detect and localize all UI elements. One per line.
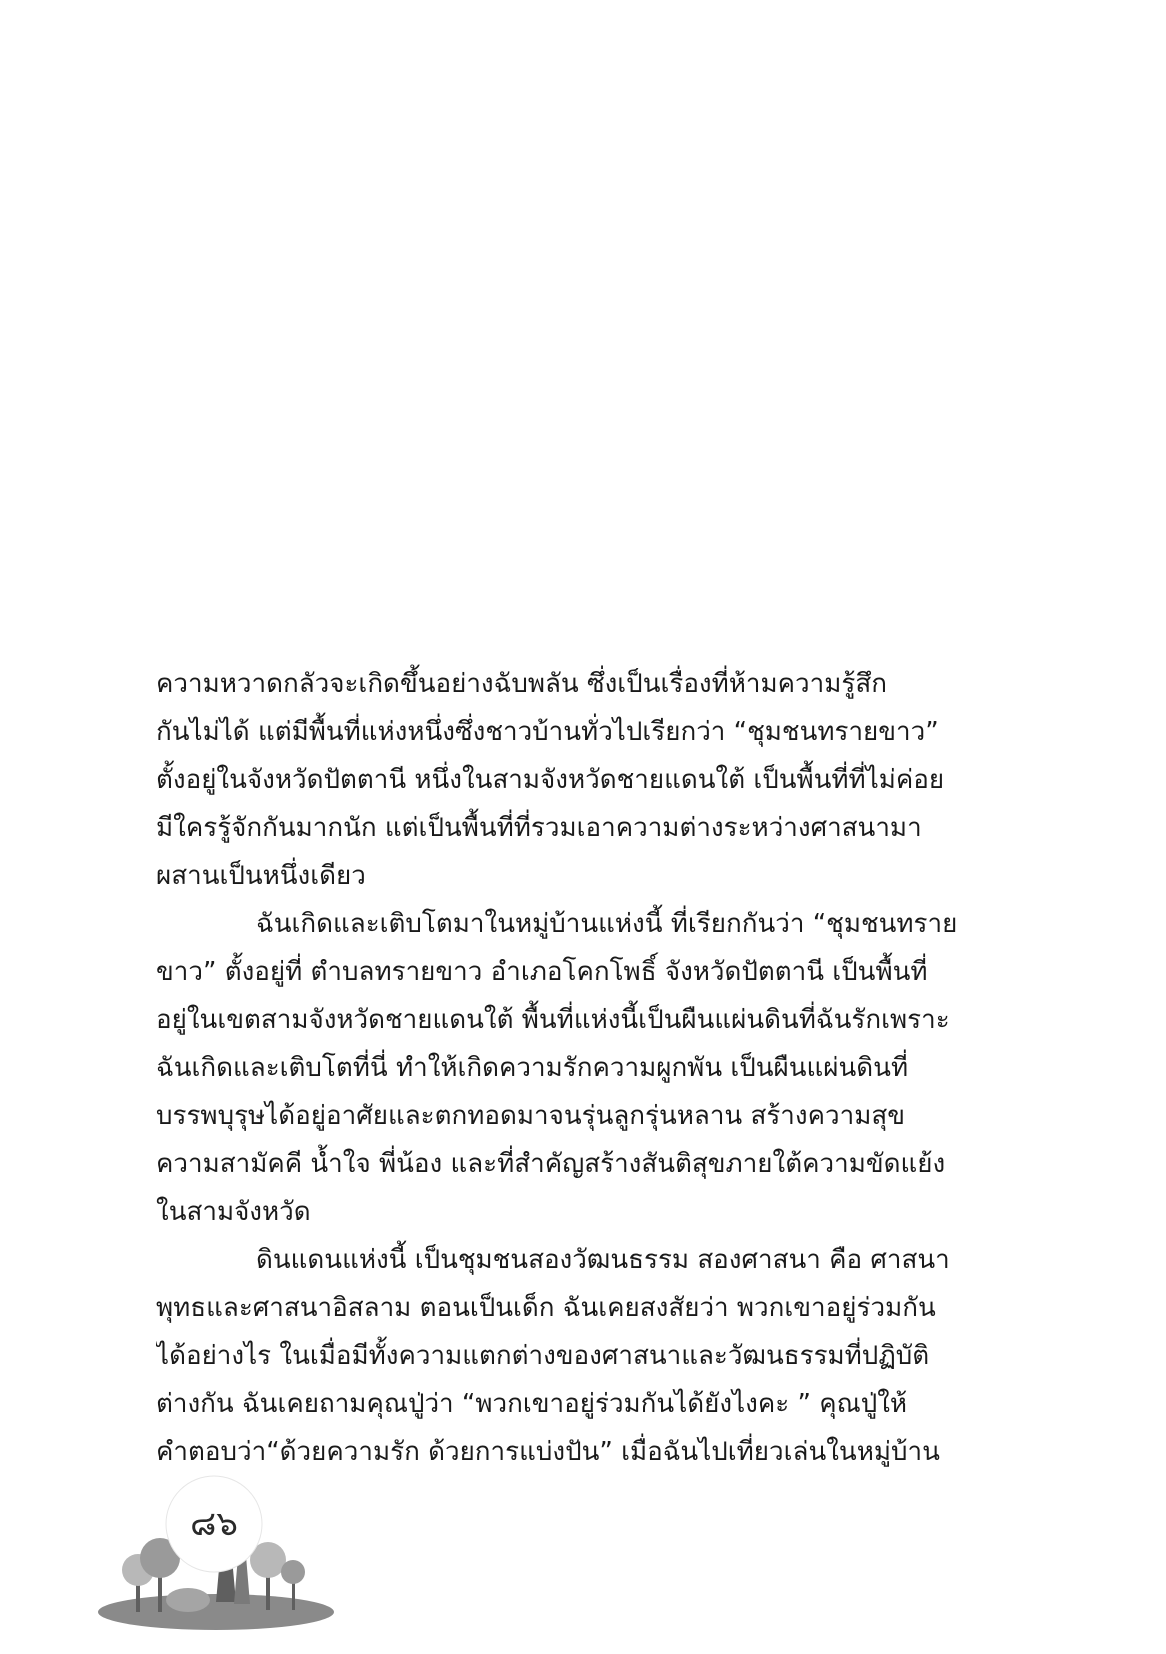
bush xyxy=(166,1588,210,1612)
text-line: ผสานเป็นหนึ่งเดียว xyxy=(156,861,366,891)
text-line: คำตอบว่า“ด้วยความรัก ด้วยการแบ่งปัน” เมื่อฉันไปเที่ยวเล่นในหมู่บ้าน xyxy=(156,1437,940,1467)
text-line: ดินแดนแห่งนี้ เป็นชุมชนสองวัฒนธรรม สองศาสนา คือ ศาสนา xyxy=(256,1245,950,1275)
text-line: ได้อย่างไร ในเมื่อมีทั้งความแตกต่างของศาสนาและวัฒนธรรมที่ปฏิบัติ xyxy=(156,1341,930,1371)
paragraph xyxy=(156,1236,966,1476)
text-line: อยู่ในเขตสามจังหวัดชายแดนใต้ พื้นที่แห่งนี้เป็นผืนแผ่นดินที่ฉันรักเพราะ xyxy=(156,1005,950,1035)
paragraph xyxy=(156,660,966,900)
text-line: ความหวาดกลัวจะเกิดขึ้นอย่างฉับพลัน ซึ่งเป็นเรื่องที่ห้ามความรู้สึก xyxy=(156,669,887,699)
ground-shape xyxy=(98,1594,334,1630)
text-line: ต่างกัน ฉันเคยถามคุณปู่ว่า “พวกเขาอยู่ร่วมกันได้ยังไงคะ ” คุณปู่ให้ xyxy=(156,1389,908,1419)
text-line: มีใครรู้จักกันมากนัก แต่เป็นพื้นที่ที่รวมเอาความต่างระหว่างศาสนามา xyxy=(156,813,922,843)
page-number: ๘๖ xyxy=(190,1504,238,1544)
text-line: ในสามจังหวัด xyxy=(156,1197,311,1227)
body-text xyxy=(156,660,966,1476)
text-line: ฉันเกิดและเติบโตมาในหมู่บ้านแห่งนี้ ที่เรียกกันว่า “ชุมชนทราย xyxy=(256,909,958,939)
text-line: ฉันเกิดและเติบโตที่นี่ ทำให้เกิดความรักความผูกพัน เป็นผืนแผ่นดินที่ xyxy=(156,1053,909,1083)
text-line: พุทธและศาสนาอิสลาม ตอนเป็นเด็ก ฉันเคยสงสัยว่า พวกเขาอยู่ร่วมกัน xyxy=(156,1293,936,1323)
text-line: ความสามัคคี น้ำใจ พี่น้อง และที่สำคัญสร้างสันติสุขภายใต้ความขัดแย้ง xyxy=(156,1149,946,1179)
trees-landscape-icon xyxy=(96,1472,336,1632)
text-line: ตั้งอยู่ในจังหวัดปัตตานี หนึ่งในสามจังหวัดชายแดนใต้ เป็นพื้นที่ที่ไม่ค่อย xyxy=(156,765,945,795)
text-line: กันไม่ได้ แต่มีพื้นที่แห่งหนึ่งซึ่งชาวบ้านทั่วไปเรียกว่า “ชุมชนทรายขาว” xyxy=(156,717,939,747)
text-line: ขาว” ตั้งอยู่ที่ ตำบลทรายขาว อำเภอโคกโพธิ์ จังหวัดปัตตานี เป็นพื้นที่ xyxy=(156,957,928,987)
tree-crown xyxy=(281,1560,305,1584)
text-line: บรรพบุรุษได้อยู่อาศัยและตกทอดมาจนรุ่นลูกรุ่นหลาน สร้างความสุข xyxy=(156,1101,905,1131)
paragraph xyxy=(156,900,966,1236)
